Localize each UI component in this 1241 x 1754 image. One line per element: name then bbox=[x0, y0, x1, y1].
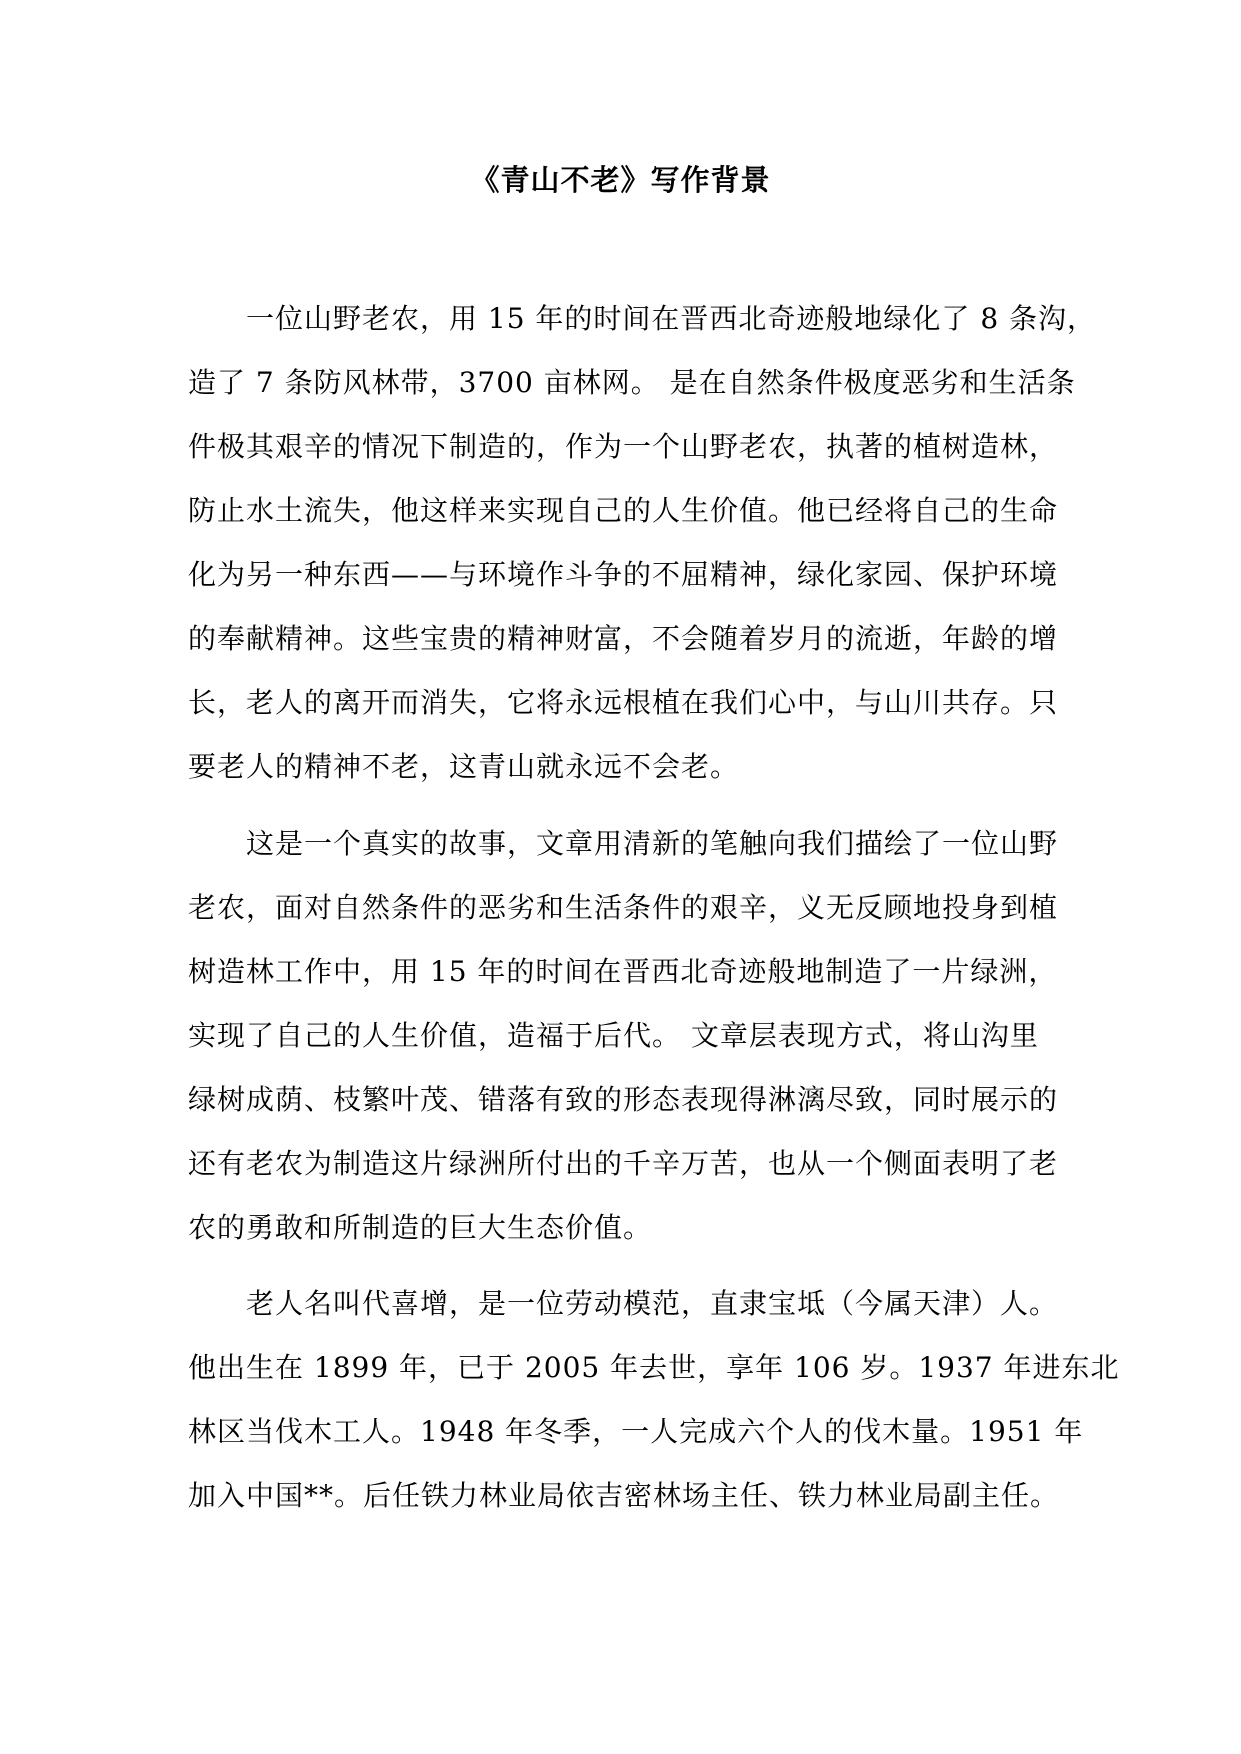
text-line: 绿树成荫、枝繁叶茂、错落有致的形态表现得淋漓尽致，同时展示的 bbox=[188, 1083, 1059, 1116]
text-line: 造了 7 条防风林带，3700 亩林网。 是在自然条件极度恶劣和生活条 bbox=[188, 366, 1076, 399]
text-line: 一位山野老农，用 15 年的时间在晋西北奇迹般地绿化了 8 条沟， bbox=[246, 302, 1097, 335]
paragraph-2 bbox=[188, 812, 1068, 1260]
text-line: 实现了自己的人生价值，造福于后代。 文章层表现方式，将山沟里 bbox=[188, 1019, 1039, 1052]
text-line: 老人名叫代喜增，是一位劳动模范，直隶宝坻（今属天津）人。 bbox=[246, 1287, 1059, 1320]
text-line: 这是一个真实的故事，文章用清新的笔触向我们描绘了一位山野 bbox=[246, 827, 1059, 860]
text-line: 林区当伐木工人。1948 年冬季，一人完成六个人的伐木量。1951 年 bbox=[188, 1415, 1084, 1448]
text-line: 农的勇敢和所制造的巨大生态价值。 bbox=[188, 1211, 653, 1244]
text-line: 防止水土流失，他这样来实现自己的人生价值。他已经将自己的生命 bbox=[188, 494, 1059, 527]
text-line: 的奉献精神。这些宝贵的精神财富，不会随着岁月的流逝，年龄的增 bbox=[188, 622, 1059, 655]
document-title: 《青山不老》写作背景 bbox=[470, 163, 771, 197]
text-line: 还有老农为制造这片绿洲所付出的千辛万苦，也从一个侧面表明了老 bbox=[188, 1147, 1059, 1180]
text-line: 件极其艰辛的情况下制造的，作为一个山野老农，执著的植树造林， bbox=[188, 430, 1059, 463]
text-line: 要老人的精神不老，这青山就永远不会老。 bbox=[188, 750, 740, 783]
text-line: 长，老人的离开而消失，它将永远根植在我们心中，与山川共存。只 bbox=[188, 686, 1059, 719]
text-line: 他出生在 1899 年，已于 2005 年去世，享年 106 岁。1937 年进东北 bbox=[188, 1351, 1120, 1384]
text-line: 化为另一种东西——与环境作斗争的不屈精神，绿化家园、保护环境 bbox=[188, 558, 1059, 591]
text-line: 老农，面对自然条件的恶劣和生活条件的艰辛，义无反顾地投身到植 bbox=[188, 891, 1059, 924]
paragraph-3 bbox=[188, 1272, 1120, 1528]
text-line: 树造林工作中，用 15 年的时间在晋西北奇迹般地制造了一片绿洲， bbox=[188, 955, 1058, 988]
text-line: 加入中国**。后任铁力林业局依吉密林场主任、铁力林业局副主任。 bbox=[188, 1479, 1060, 1512]
paragraph-1 bbox=[188, 287, 1097, 799]
